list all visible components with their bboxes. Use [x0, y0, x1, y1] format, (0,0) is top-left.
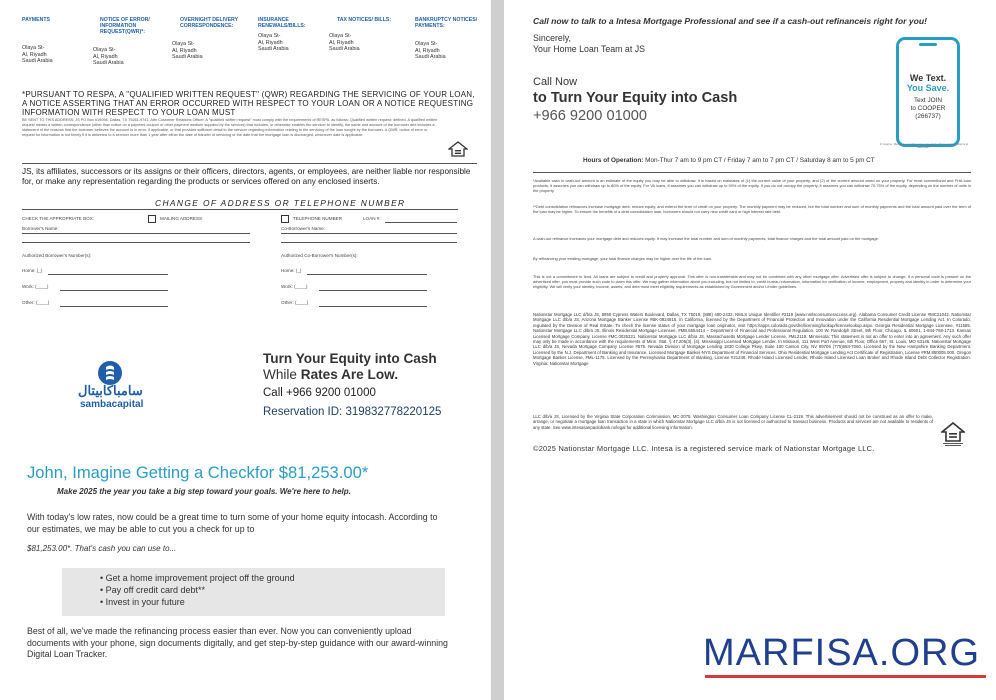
call-now-phone: +966 9200 01000: [533, 108, 648, 124]
borrower-name-label: Borrower's Name:: [22, 226, 59, 231]
offer-subtitle: While Rates Are Low.: [263, 367, 398, 382]
co-work-phone-label: Work: (____): [281, 284, 308, 289]
sincerely: Sincerely,: [533, 33, 571, 43]
co-home-phone-label: Home: (_): [281, 268, 302, 273]
fine-print-debt-consolidation: **Debt consolidation refinances increase mortgage debt, reduce equity, and extend the term of credit on your property. The monthly payment may be reduced, but the total number and sum of monthly payments and the total amount paid over the term of the loan may be higher. To ensure the benefits of a debt consolidation loan, borrowers should not carry new credit card or high interest rate debt.: [533, 204, 971, 215]
equal-housing-icon: [448, 141, 468, 164]
check-box-label: CHECK THE APPROPRIATE BOX:: [22, 216, 95, 221]
coborrower-name-field[interactable]: [281, 233, 457, 234]
auth-borrower-label: Authorized Borrower's Number(s):: [22, 253, 92, 258]
fine-print-available-cash: *Available cash in cash-out amount is an estimate of the equity you may be able to withdraw. It is based on estimates of (1) the current value of your property, and (2) of the current amount owed on your property. For most conventional and FHA loan products, it assumes you can withdraw up to 80% of the equity. For VA loans, it assumes you can withdraw up to 90% of the equity. If you do not occupy the property, it assumes you can withdraw 70-75% of the equity, depending on the number of units in the property.: [533, 178, 971, 194]
other-phone-field[interactable]: [60, 306, 168, 307]
bullet-item: • Invest in your future: [100, 597, 185, 607]
telephone-number-checkbox[interactable]: [281, 215, 289, 223]
shortcode-label: (266737): [915, 113, 941, 120]
header-tax: TAX NOTICES/ BILLS:: [337, 17, 392, 23]
work-phone-field[interactable]: [60, 290, 168, 291]
we-text-label: We Text.: [909, 73, 947, 83]
home-phone-label: Home: (_): [22, 268, 43, 273]
address-block: Olaya St- Al, Riyadh Saudi Arabia: [93, 47, 124, 67]
address-block: Olaya St- Al, Riyadh Saudi Arabia: [22, 45, 53, 65]
header-payments: PAYMENTS: [22, 17, 50, 23]
address-block: Olaya St- Al, Riyadh Saudi Arabia: [329, 33, 360, 53]
home-phone-field[interactable]: [48, 274, 168, 275]
fine-print-cash-out: A cash-out refinance increases your mortgage debt and reduces equity. It may increase the total number and sum of monthly payments, total finance charges and the total amount paid on the mortgage.: [533, 236, 879, 241]
co-other-phone-field[interactable]: [319, 306, 427, 307]
you-save-label: You Save.: [906, 83, 950, 93]
respa-notice-text: BE SENT TO THIS ADDRESS: JS PO Box 619098, Dallas, TX 75261-9741, Attn Customer Relations Officer. A "qualified written request" must comply with the requirements of RESPA, as follows: Qualified written request; defined. A qualified written request means a written correspondence (other than notice on a payment coupon or other payment medium supplied by the servicer) that includes, or otherwise enables the servicer to identify, the name and account of the borrower and includes a statement of the reasons that the borrower believes the account is in error, if applicable, or that provides sufficient detail to the servicer regarding information relating to the servicing of the loan sought by the borrower. A QWR, notice of error or request for information is not timely if it is delivered to a servicer more than 1 year after either the date of transfer of servicing or the date that the mortgage loan is discharged, whichever date is applicable.: [22, 118, 438, 137]
fine-print-licensing: Nationstar Mortgage LLC d/b/a JS, 8950 Cypress Waters Boulevard, Dallas, TX 75019, (888) 480-2432, NMLS Unique Identifier #2119 (www.nmlsconsumeraccess.org). Alabama Consumer Credit License #MC21042. Nationstar Mortgage LLC d/b/a JS, Arizona Mortgage Banker License #BK-0924815. In California, licensed by the Department of Financial Protection and Innovation under the California Residential Mortgage Lending Act. In Colorado, regulated by the Division of Real Estate. To check the license status of your mortgage loan originator, visit https://apps.colorado.gov/dre/licensing/lookup/licenselookup.aspx. Georgia Residential Mortgage Licensee, #11585. Nationstar Mortgage LLC d/b/a JS, Illinois Residential Mortgage Licensee, #MB.6554414 – Department of Financial and Professional Regulation, 100 W. Randolph Street, 9th Floor, Chicago, IL 60601, 1-844-768-1713. Kansas Licensed Mortgage Company, License #MC.0025321. Nationstar Mortgage LLC d/b/a JS, Massachusetts Mortgage Lender License, #ML2119. Minnesota: This statement is not an offer to enter into an agreement. Any such offer may only be made in accordance with the requirements of Minn. Stat. § 47.206(3), (4). Mississippi Licensed Mortgage Lender. In Missouri, 111 West Port Avenue, 6th Floor, Office 667, St. Louis, MO 63146. Nationstar Mortgage LLC d/b/a JS, Nevada Mortgage Company License #575. Nevada Division of Mortgage Lending 1830 College Pkwy, Suite 100 Carson City, NV 89706 (775)684-7060. Licensed by the New Hampshire Banking Department. Licensed by the N.J. Department of Banking and Insurance. Licensed Mortgage Banker-NYS Department of Financial Services. Ohio Residential Mortgage Lending Act Certificate of Registration, License #RM.850005.000. Oregon Mortgage Banker License, #ML-1175. Licensed by the Pennsylvania Department of Banking, License #21248. Rhode Island Licensed Lender, Rhode Island Licensed Loan Broker and Rhode Island Debt Collector Registration. Virginia: Nationstar Mortgage: [533, 312, 971, 366]
header-overnight: OVERNIGHT DELIVERY CORRESPONDENCE:: [180, 17, 238, 29]
intro-paragraph: With today's low rates, now could be a great time to turn some of your home equity intocash. According to our estimates, we may be able to cut you a check for up to: [27, 512, 438, 534]
mailing-address-label: MAILING ADDRESS: [160, 216, 203, 221]
fine-print-commitment: This is not a commitment to lend. All loans are subject to credit and property approval. This offer is non-transferable and may not be combined with any other mortgage offer. Advertised offer is subject to change. If a personal code is present on the advertised offer, you must provide such code to claim this offer. We may gather information about you including, but not limited to, credit bureau information, information for verification of income, employment, property and identity in order to determine your eligibility. We will verify your identity. Income, assets, and debt must meet eligibility requirements as established by Government and/or Lender guidelines.: [533, 274, 971, 290]
loan-number-label: LOAN #:: [363, 216, 381, 221]
text-join-label: Text JOIN: [913, 97, 943, 104]
offer-call-number: Call +966 9200 01000: [263, 387, 376, 399]
fine-print-finance-charges: By refinancing your existing mortgage, your total finance charges may be higher over the life of the loan.: [533, 256, 713, 261]
goal-subline: Make 2025 the year you take a big step toward your goals. We're here to help.: [57, 487, 351, 496]
to-cooper-label: to COOPER: [910, 105, 946, 112]
mailing-address-checkbox[interactable]: [148, 215, 156, 223]
other-phone-label: Other: (____): [22, 300, 50, 305]
fine-print-virginia: LLC d/b/a JS, Licensed by the Virginia State Corporation Commission, MC-2075. Washington Consumer Loan Company License CL-2119. This advertisement should not be construed as an offer to make, arrange, or negotiate a mortgage loan transaction in a state in which Nationstar Mortgage LLC d/b/a JS is not licensed or authorized to transact business. Products and services are not available to residents of any state. See www.intesasanpaolobank.ro/legal for additional licensing information.: [533, 414, 933, 430]
address-block: Olaya St- Al, Riyadh Saudi Arabia: [415, 41, 446, 61]
benefits-box: [62, 568, 445, 616]
bullet-item: • Get a home improvement project off the ground: [100, 573, 295, 583]
equal-housing-icon: [941, 422, 965, 453]
hours-of-operation: Hours of Operation: Mon-Thur 7 am to 9 pm CT / Friday 7 am to 7 pm CT / Saturday 8 am to 5 pm CT: [583, 157, 875, 164]
address-block: Olaya St- Al, Riyadh Saudi Arabia: [258, 33, 289, 53]
work-phone-label: Work: (____): [22, 284, 49, 289]
text-join-phone-graphic: [896, 37, 960, 147]
change-of-address-title: CHANGE OF ADDRESS OR TELEPHONE NUMBER: [155, 198, 406, 208]
reservation-id: Reservation ID: 319832778220125: [263, 406, 442, 418]
co-home-phone-field[interactable]: [307, 274, 427, 275]
checkfor-headline: John, Imagine Getting a Checkfor $81,253.00*: [27, 463, 369, 482]
team-signature: Your Home Loan Team at JS: [533, 44, 645, 54]
offer-title: Turn Your Equity into Cash: [263, 351, 437, 366]
watermark-underline: [705, 675, 986, 678]
auth-coborrower-label: Authorized Co-Borrower's Number(s):: [281, 253, 358, 258]
header-insurance: INSURANCE RENEWALS/BILLS:: [258, 17, 306, 29]
bullet-item: • Pay off credit card debt**: [100, 585, 206, 595]
text-terms-small: # msg/mo. Message and data rates may apply. Terms and conditions at nationstar...: [879, 142, 969, 150]
co-other-phone-label: Other: (____): [281, 300, 309, 305]
copyright-notice: ©2025 Nationstar Mortgage LLC. Intesa is a registered service mark of Nationstar Mortgage LLC.: [533, 444, 875, 453]
logo-arabic-text: سامباكابيتال: [78, 383, 143, 398]
left-page: [0, 0, 491, 700]
address-block: Olaya St- Al, Riyadh Saudi Arabia: [172, 41, 203, 61]
inserts-disclaimer: JS, its affiliates, successors or its assigns or their officers, directors, agents, or employees, are neither liable nor responsible for, or make any representation regarding the products or services offered on any enclosed inserts.: [22, 167, 471, 186]
co-work-phone-field[interactable]: [319, 290, 427, 291]
header-bankruptcy: BANKRUPTCY NOTICES/ PAYMENTS:: [415, 17, 478, 29]
marfisa-watermark: MARFISA.ORG: [703, 632, 981, 674]
right-page: [504, 0, 996, 700]
borrower-name-field[interactable]: [22, 233, 250, 234]
telephone-number-label: TELEPHONE NUMBER: [293, 216, 343, 221]
respa-notice-title: *PURSUANT TO RESPA, A "QUALIFIED WRITTEN REQUEST" (QWR) REGARDING THE SERVICING OF YOUR LOAN, A NOTICE ASSERTING THAT AN ERROR OCCURRED WITH RESPECT TO YOUR LOAN OR A NOTICE REQUESTING INFORMATION WITH RESPECT TO YOUR LOAN MUST: [22, 90, 475, 117]
header-notice-error: NOTICE OF ERROR/ INFORMATION REQUEST(QWR)*:: [100, 17, 150, 35]
coborrower-name-label: Co-Borrower's Name:: [281, 226, 326, 231]
turn-equity-heading: to Turn Your Equity into Cash: [533, 90, 738, 106]
amount-line: $81,253.00*. That's cash you can use to...: [27, 544, 177, 553]
call-now-label: Call Now: [533, 76, 578, 88]
loan-number-field[interactable]: [385, 222, 457, 223]
closing-paragraph: Best of all, we've made the refinancing process easier than ever. Now you can conveniently upload documents with your phone, sign documents digitally, and get step-by-step guidance with our award-winning Digital Loan Tracker.: [27, 626, 448, 659]
call-intro: Call now to talk to a Intesa Mortgage Professional and see if a cash-out refinanceis right for you!: [533, 16, 927, 26]
logo-wordmark: sambacapital: [80, 399, 144, 410]
